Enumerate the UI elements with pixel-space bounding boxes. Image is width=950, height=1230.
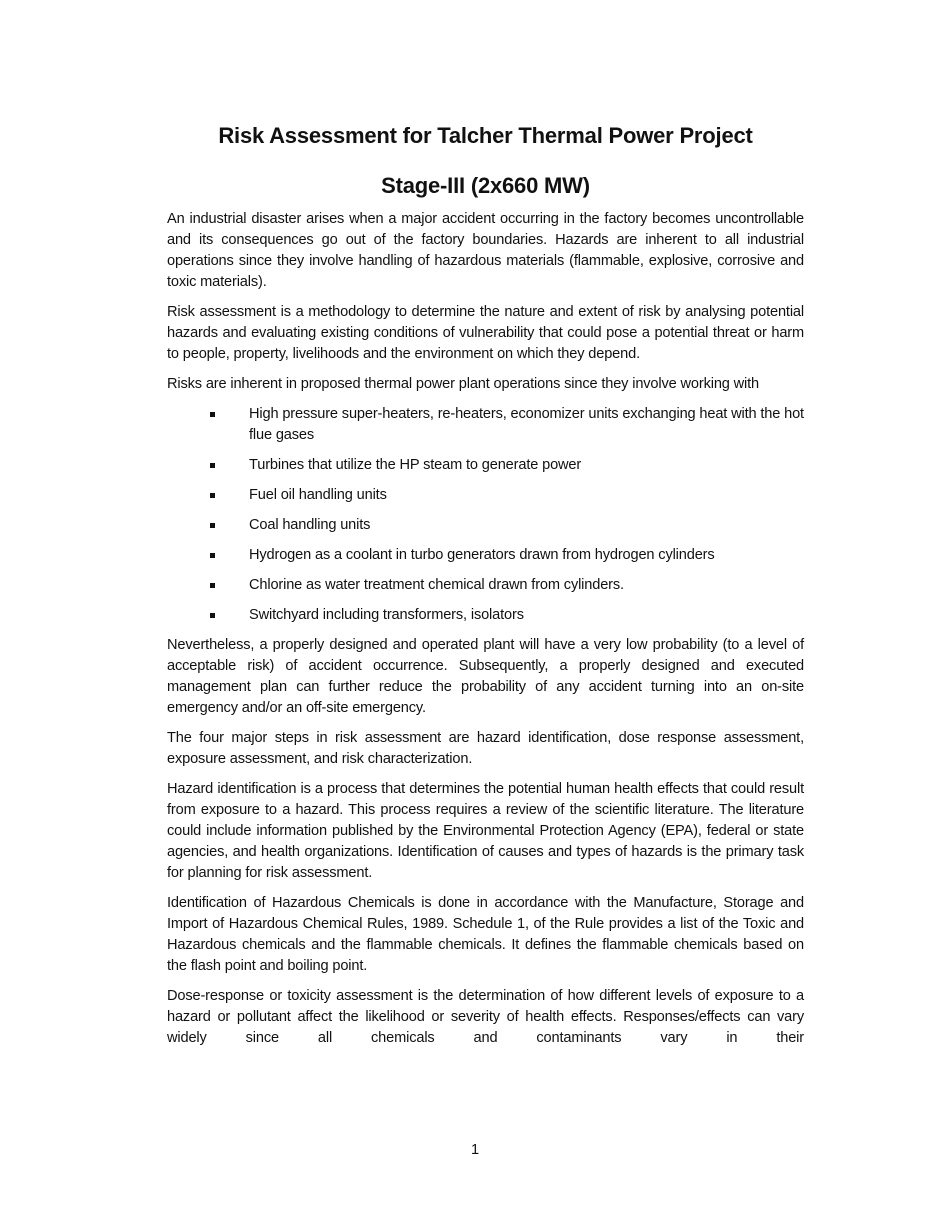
square-bullet-icon	[210, 523, 215, 528]
list-item-text: Switchyard including transformers, isolators	[249, 607, 524, 623]
list-item-text: High pressure super-heaters, re-heaters, economizer units exchanging heat with the hot flue gases	[249, 406, 804, 443]
page-number: 1	[470, 1142, 480, 1158]
list-item-text: Turbines that utilize the HP steam to generate power	[249, 457, 582, 473]
hazard-sources-list	[167, 404, 804, 626]
paragraph-risk-assessment-definition: Risk assessment is a methodology to determine the nature and extent of risk by analysing potential hazards and evaluating existing conditions of vulnerability that could pose a potential threat or harm to people, property, livelihoods and the environment on which they depend.	[167, 304, 804, 362]
paragraph-nevertheless: Nevertheless, a properly designed and operated plant will have a very low probability (to a level of acceptable risk) of accident occurrence. Subsequently, a properly designed and executed management plan can further reduce the probability of any accident turning into an on-site emergency and/or an off-site emergency.	[167, 637, 804, 716]
list-item	[167, 485, 804, 506]
paragraph-hazard-identification: Hazard identification is a process that determines the potential human health effects that could result from exposure to a hazard. This process requires a review of the scientific literature. The literature could include information published by the Environmental Protection Agency (EPA), federal or state agencies, and health organizations. Identification of causes and types of hazards is the primary task for planning for risk assessment.	[167, 781, 804, 881]
list-item-text: Coal handling units	[249, 517, 371, 533]
document-body	[167, 209, 804, 1058]
list-item	[167, 545, 804, 566]
list-item-text: Fuel oil handling units	[249, 487, 387, 503]
list-item-text: Chlorine as water treatment chemical drawn from cylinders.	[249, 577, 624, 593]
paragraph-hazardous-chemicals: Identification of Hazardous Chemicals is done in accordance with the Manufacture, Storage and Import of Hazardous Chemical Rules, 1989. Schedule 1, of the Rule provides a list of the Toxic and Hazardous chemicals and the flammable chemicals. It defines the flammable chemicals based on the flash point and boiling point.	[167, 895, 804, 974]
paragraph-risks-inherent: Risks are inherent in proposed thermal power plant operations since they involve working with	[167, 376, 760, 392]
square-bullet-icon	[210, 553, 215, 558]
square-bullet-icon	[210, 412, 215, 417]
paragraph-dose-response: Dose-response or toxicity assessment is the determination of how different levels of exposure to a hazard or pollutant affect the likelihood or severity of health effects. Responses/effects can vary widely since all chemicals and contaminants vary in their	[167, 988, 804, 1046]
list-item-text: Hydrogen as a coolant in turbo generators drawn from hydrogen cylinders	[249, 547, 715, 563]
square-bullet-icon	[210, 493, 215, 498]
list-item	[167, 404, 804, 446]
paragraph-industrial-disaster: An industrial disaster arises when a major accident occurring in the factory becomes uncontrollable and its consequences go out of the factory boundaries. Hazards are inherent to all industrial operations since they involve handling of hazardous materials (flammable, explosive, corrosive and toxic materials).	[167, 211, 804, 290]
paragraph-four-major-steps: The four major steps in risk assessment are hazard identification, dose response assessment, exposure assessment, and risk characterization.	[167, 730, 804, 767]
list-item	[167, 455, 804, 476]
square-bullet-icon	[210, 583, 215, 588]
square-bullet-icon	[210, 613, 215, 618]
square-bullet-icon	[210, 463, 215, 468]
document-title-line-2: Stage-III (2x660 MW)	[381, 173, 590, 198]
list-item	[167, 575, 804, 596]
list-item	[167, 605, 804, 626]
list-item	[167, 515, 804, 536]
document-title-line-1: Risk Assessment for Talcher Thermal Power Project	[218, 123, 753, 148]
